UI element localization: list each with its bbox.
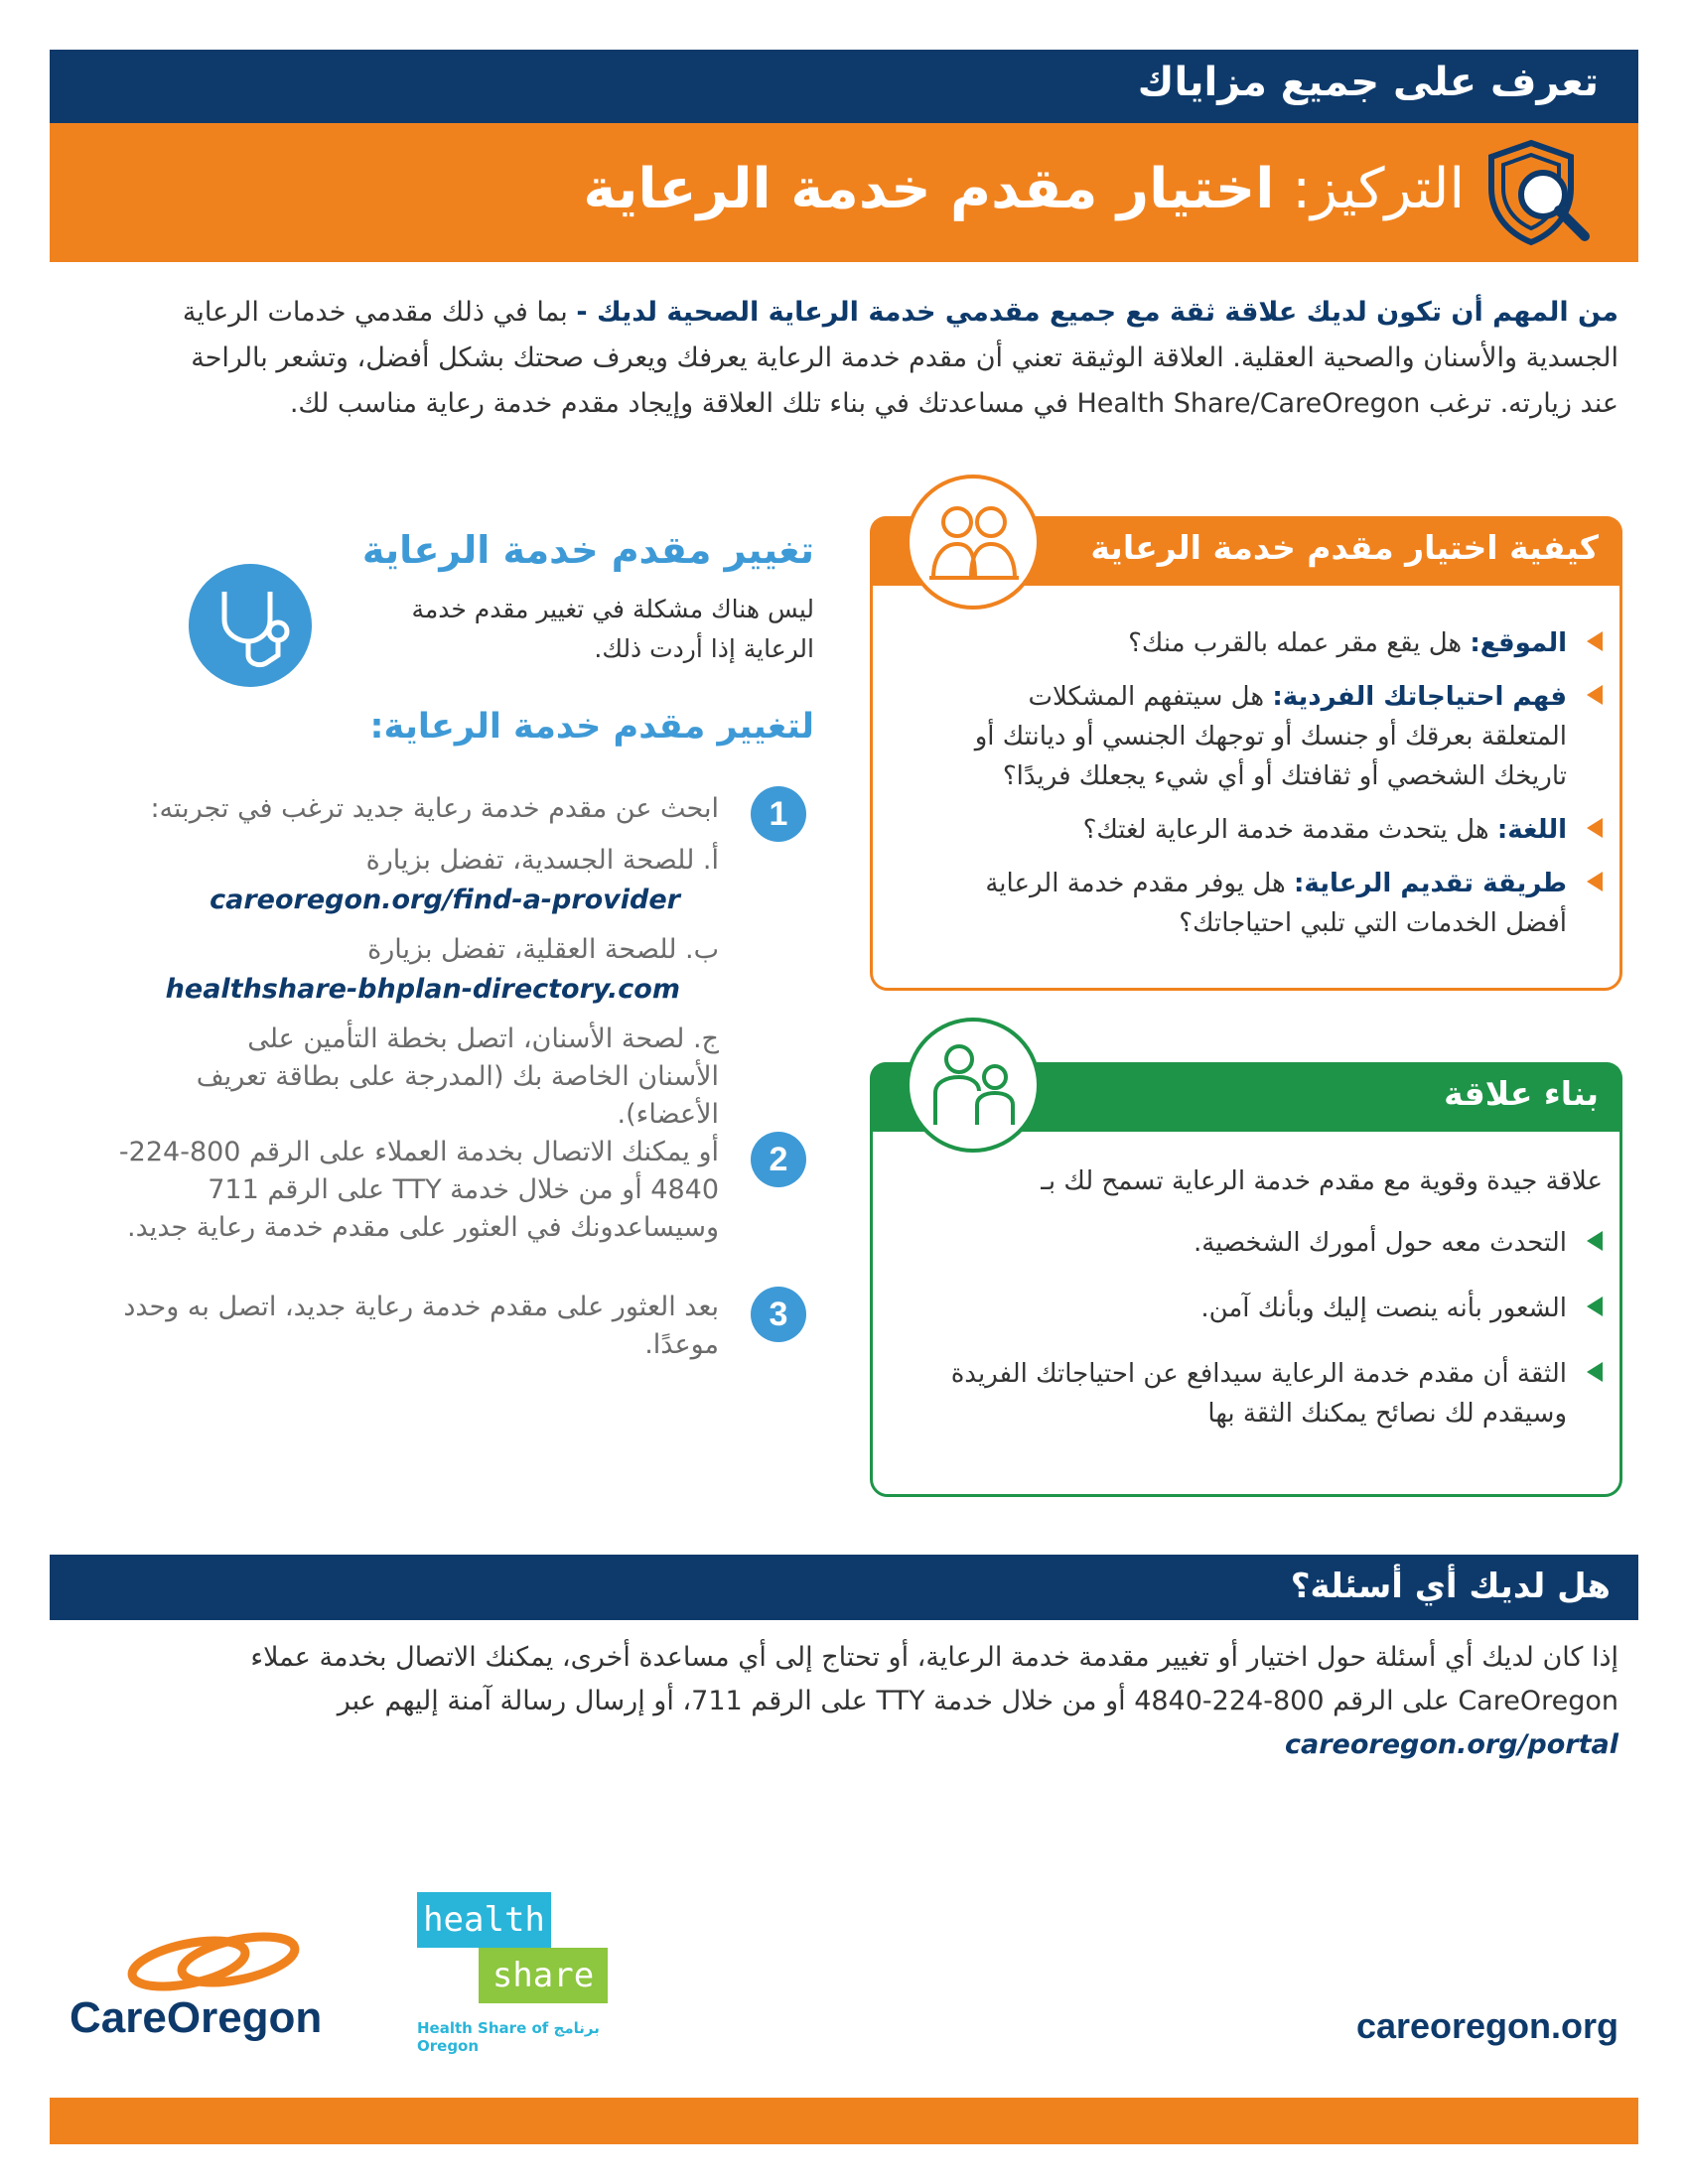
relationship-list	[947, 1161, 1603, 1447]
list-item: الموقع: هل يقع مقر عمله بالقرب منك؟	[947, 623, 1603, 663]
intro-body: بما في ذلك مقدمي خدمات الرعاية الجسدية والأسنان والصحية العقلية. العلاقة الوثيقة تعني أن مقدم خدمة الرعاية يعرفك ويعرف صحتك بشكل أفضل، وتشعر بالراحة عند زيارته. ترغب Health Share/CareOregon في مساعدتك في بناء تلك العلاقة وإيجاد مقدم خدمة رعاية مناسب لك.	[182, 297, 1618, 419]
questions-banner	[50, 1555, 1638, 1620]
relationship-intro: علاقة جيدة وقوية مع مقدم خدمة الرعاية تسمح لك بـ	[1041, 1166, 1603, 1196]
find-provider-link[interactable]: careoregon.org/find-a-provider	[210, 885, 680, 915]
list-item: الشعور بأنه ينصت إليك وبأنك آمن.	[947, 1289, 1603, 1328]
intro-lead: من المهم أن تكون لديك علاقة ثقة مع جميع مقدمي خدمة الرعاية الصحية لديك -	[576, 297, 1618, 328]
health-share-logo: health share برنامج Health Share of Oregon	[417, 1892, 635, 2041]
step-2-badge: 2	[751, 1132, 806, 1187]
focus-banner	[50, 123, 1638, 262]
step-1a-label: أ. للصحة الجسدية، تفضل بزيارة	[365, 845, 719, 876]
questions-title: هل لديك أي أسئلة؟	[1290, 1567, 1611, 1606]
shield-search-icon	[1479, 137, 1599, 248]
step-1b-label: ب. للصحة العقلية، تفضل بزيارة	[367, 934, 719, 965]
stethoscope-icon	[189, 564, 312, 687]
step-2-text: أو يمكنك الاتصال بخدمة العملاء على الرقم 800-224-4840 أو من خلال خدمة TTY على الرقم 711 وسيساعدونك في العثور على مقدم خدمة رعاية جديد.	[118, 1137, 719, 1243]
choose-criteria-list	[947, 623, 1603, 957]
intro-paragraph	[159, 290, 1618, 427]
change-provider-title: تغيير مقدم خدمة الرعاية	[361, 528, 814, 572]
how-to-choose-title: كيفية اختيار مقدم خدمة الرعاية	[1090, 528, 1599, 567]
footer-bar	[50, 2098, 1638, 2144]
list-item: التحدث معه حول أمورك الشخصية.	[947, 1223, 1603, 1263]
careoregon-website[interactable]: careoregon.org	[1355, 2005, 1618, 2046]
portal-link[interactable]: careoregon.org/portal	[1284, 1729, 1618, 1760]
careoregon-logo-mark	[119, 1926, 308, 1995]
careoregon-logo: CareOregon	[70, 1993, 323, 2042]
family-icon	[906, 1018, 1041, 1153]
step-1-text: ابحث عن مقدم خدمة رعاية جديد ترغب في تجربته:	[150, 793, 719, 824]
list-item: الثقة أن مقدم خدمة الرعاية سيدافع عن احتياجاتك الفريدة وسيقدم لك نصائح يمكنك الثقة بها	[947, 1354, 1603, 1433]
step-1c-text: ج. لصحة الأسنان، اتصل بخطة التأمين على الأسنان الخاصة بك (المدرجة على بطاقة تعريف الأعضاء).	[196, 1024, 719, 1130]
top-banner-text: تعرف على جميع مزاياك	[1137, 60, 1599, 105]
top-banner	[50, 50, 1638, 123]
list-item: فهم احتياجاتك الفردية: هل سيتفهم المشكلات المتعلقة بعرقك أو جنسك أو توجهك الجنسي أو ديانتك أو تاريخك الشخصي أو ثقافتك أو أي شيء يجعلك فريدًا؟	[947, 677, 1603, 796]
step-3-badge: 3	[751, 1287, 806, 1342]
doctors-icon	[906, 475, 1041, 610]
step-1-badge: 1	[751, 786, 806, 842]
step-3-text: بعد العثور على مقدم خدمة رعاية جديد، اتصل به وحدد موعدًا.	[123, 1292, 719, 1360]
questions-paragraph: إذا كان لديك أي أسئلة حول اختيار أو تغيير مقدمة خدمة الرعاية، أو تحتاج إلى أي مساعدة أخرى، يمكنك الاتصال بخدمة عملاء CareOregon على الرقم 800-224-4840 أو من خلال خدمة TTY على الرقم 711، أو إرسال رسالة آمنة إليهم عبر careoregon.org/portal	[250, 1642, 1618, 1760]
how-to-change-title: لتغيير مقدم خدمة الرعاية:	[369, 707, 814, 747]
list-item: طريقة تقديم الرعاية: هل يوفر مقدم خدمة الرعاية أفضل الخدمات التي تلبي احتياجاتك؟	[947, 864, 1603, 943]
focus-title: التركيز: اختيار مقدم خدمة الرعاية	[583, 157, 1465, 221]
relationship-title: بناء علاقة	[1444, 1074, 1599, 1113]
change-provider-subtitle: ليس هناك مشكلة في تغيير مقدم خدمة الرعاية إذا أردت ذلك.	[411, 595, 814, 663]
bhplan-directory-link[interactable]: healthshare-bhplan-directory.com	[165, 974, 680, 1005]
list-item: اللغة: هل يتحدث مقدمة خدمة الرعاية لغتك؟	[947, 810, 1603, 850]
